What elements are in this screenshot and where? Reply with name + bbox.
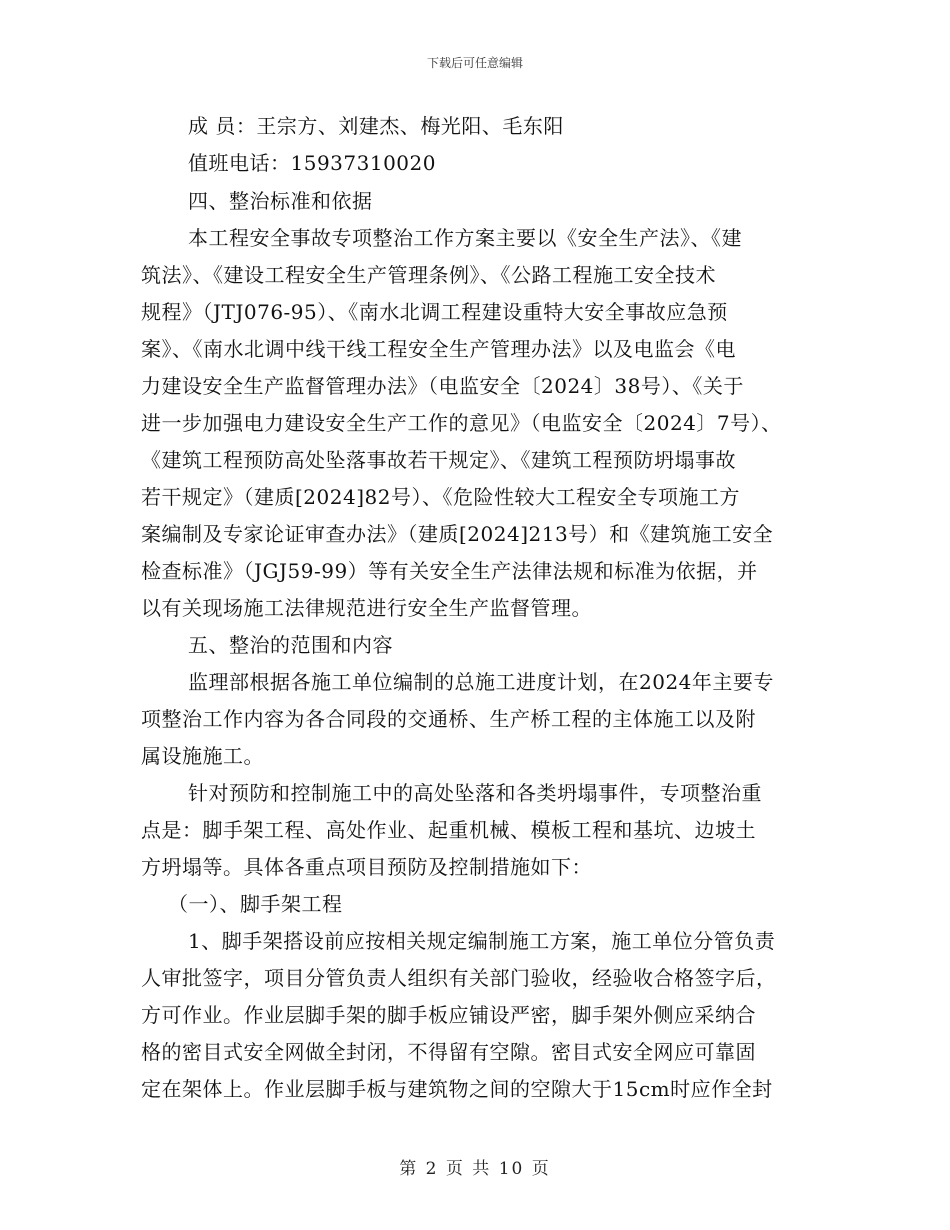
text-line: 格的密目式安全网做全封闭，不得留有空隙。密目式安全网应可靠固	[141, 1040, 756, 1064]
text-line: 案》、《南水北调中线干线工程安全生产管理办法》以及电监会《电	[141, 337, 736, 361]
text-line: 点是：脚手架工程、高处作业、起重机械、模板工程和基坑、边坡土	[141, 818, 756, 842]
text-line: 人审批签字，项目分管负责人组织有关部门验收，经验收合格签字后，	[141, 966, 777, 990]
text-line: 本工程安全事故专项整治工作方案主要以《安全生产法》、《建	[188, 226, 742, 250]
text-line: 1、脚手架搭设前应按相关规定编制施工方案，施工单位分管负责	[188, 929, 776, 953]
page-footer: 第 2 页 共 10 页	[399, 1159, 551, 1179]
text-line: 筑法》、《建设工程安全生产管理条例》、《公路工程施工安全技术	[141, 263, 716, 287]
text-line: 力建设安全生产监督管理办法》（电监安全〔2024〕38号）、《关于	[141, 374, 744, 398]
text-line: 进一步加强电力建设安全生产工作的意见》（电监安全〔2024〕7号）、	[141, 411, 782, 435]
text-line: 属设施施工。	[141, 744, 264, 768]
subsection-heading: （一）、脚手架工程	[168, 892, 343, 916]
text-line: 监理部根据各施工单位编制的总施工进度计划，在2024年主要专	[188, 670, 774, 694]
text-line: 成 员：王宗方、刘建杰、梅光阳、毛东阳	[188, 114, 564, 138]
section-heading: 四、整治标准和依据	[188, 189, 373, 213]
section-heading: 五、整治的范围和内容	[188, 633, 393, 657]
text-line: 若干规定》（建质[2024]82号）、《危险性较大工程安全专项施工方	[141, 485, 740, 509]
text-line: 案编制及专家论证审查办法》（建质[2024]213号）和《建筑施工安全	[141, 522, 774, 546]
text-line: 规程》（JTJ076-95）、《南水北调工程建设重特大安全事故应急预	[141, 300, 728, 324]
text-line: 针对预防和控制施工中的高处坠落和各类坍塌事件，专项整治重	[188, 781, 762, 805]
text-line: 以有关现场施工法律规范进行安全生产监督管理。	[141, 596, 592, 620]
text-line: 项整治工作内容为各合同段的交通桥、生产桥工程的主体施工以及附	[141, 707, 756, 731]
text-line: 检查标准》（JGJ59-99）等有关安全生产法律法规和标准为依据，并	[141, 559, 758, 583]
text-line: 定在架体上。作业层脚手板与建筑物之间的空隙大于15cm时应作全封	[141, 1077, 773, 1101]
page-header: 下载后可任意编辑	[426, 56, 523, 70]
text-line: 值班电话：15937310020	[188, 151, 436, 175]
text-line: 方坍塌等。具体各重点项目预防及控制措施如下：	[141, 855, 592, 879]
text-line: 方可作业。作业层脚手架的脚手板应铺设严密，脚手架外侧应采纳合	[141, 1003, 756, 1027]
text-line: 《建筑工程预防高处坠落事故若干规定》、《建筑工程预防坍塌事故	[141, 448, 736, 472]
